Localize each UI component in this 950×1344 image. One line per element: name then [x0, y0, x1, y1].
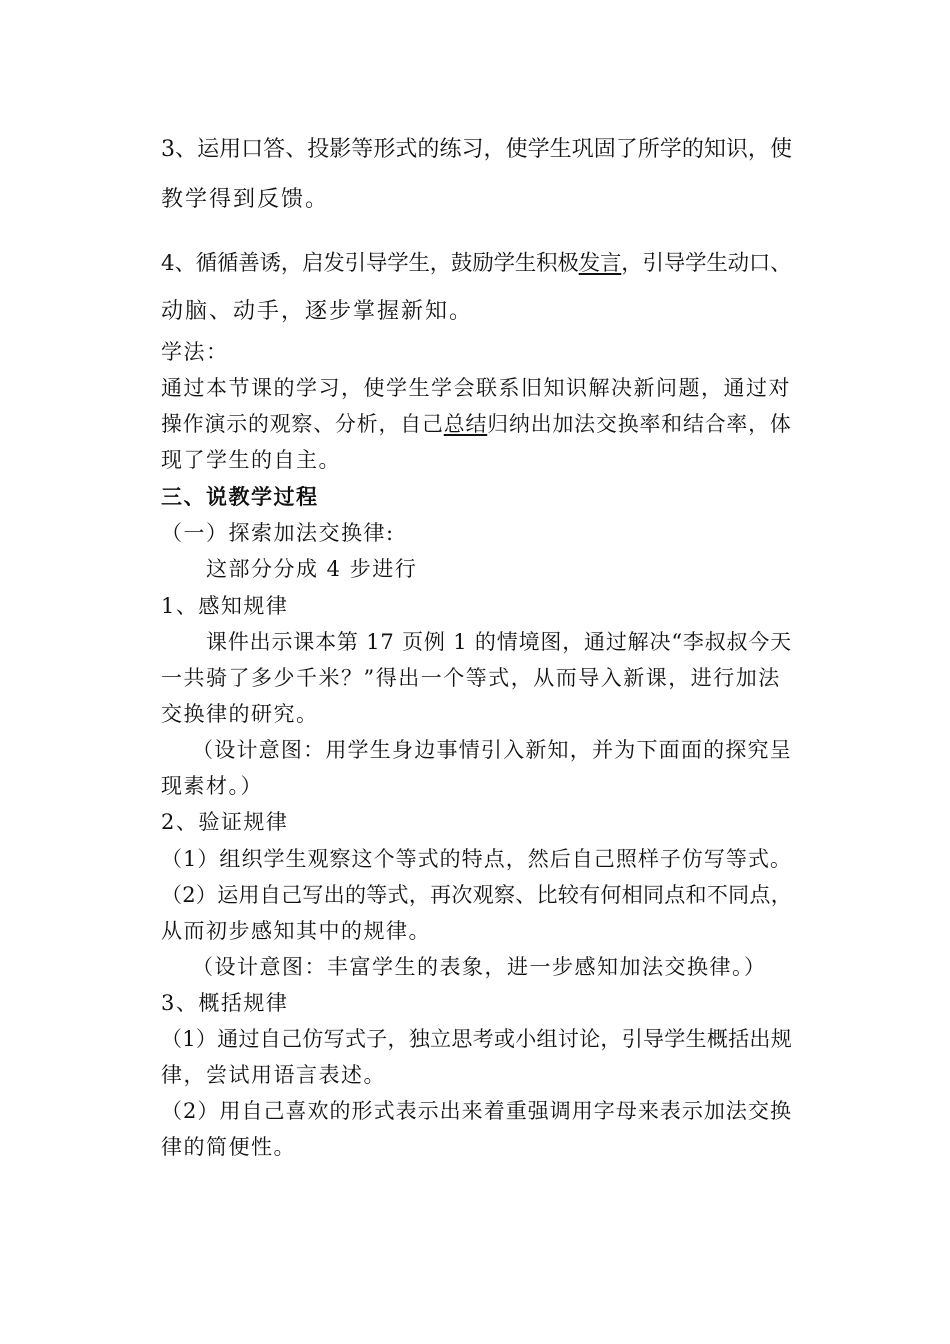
step-2-heading: 2、验证规律	[161, 810, 289, 834]
step-1-line-2: 一共骑了多少千米？”得出一个等式，从而导入新课，进行加法	[161, 666, 781, 690]
study-method-text-end: 归纳出加法交换率和结合率，体	[487, 412, 792, 436]
section-heading-teaching-process: 三、说教学过程	[161, 484, 319, 509]
design-intent-1-line-2: 现素材。）	[161, 774, 263, 798]
paragraph-3-line-1: 3、运用口答、投影等形式的练习，使学生巩固了所学的知识，使	[161, 137, 792, 162]
step-2-item-2-line-1: （2）运用自己写出的等式，再次观察、比较有何相同点和不同点，	[161, 883, 792, 907]
paragraph-4-text-end: ，引导学生动口、	[621, 251, 792, 276]
step-3-item-2-line-2: 律的简便性。	[161, 1135, 296, 1159]
step-1-line-1: 课件出示课本第 17 页例 1 的情境图，通过解决“李叔叔今天	[206, 630, 792, 654]
paragraph-4-text-start: 4、循循善诱，启发引导学生，鼓励学生积极	[161, 251, 579, 276]
step-3-item-1-line-1: （1）通过自己仿写式子，独立思考或小组讨论，引导学生概括出规	[161, 1027, 792, 1051]
study-method-text-start: 操作演示的观察、分析，自己	[161, 412, 444, 436]
study-method-line-2	[161, 410, 792, 438]
paragraph-4-line-2: 动脑、动手，逐步掌握新知。	[161, 299, 474, 324]
step-1-line-3: 交换律的研究。	[161, 702, 319, 726]
design-intent-1-line-1: （设计意图：用学生身边事情引入新知，并为下面面的探究呈	[192, 738, 792, 762]
step-3-item-1-line-2: 律，尝试用语言表述。	[161, 1063, 386, 1087]
study-method-heading: 学法：	[161, 340, 229, 364]
paragraph-4-line-1	[161, 250, 791, 278]
step-3-heading: 3、概括规律	[161, 991, 289, 1015]
underlined-word-summary: 总结	[443, 412, 488, 436]
steps-intro: 这部分分成 4 步进行	[206, 557, 418, 581]
study-method-line-3: 现了学生的自主。	[161, 448, 341, 472]
step-3-item-2-line-1: （2）用自己喜欢的形式表示出来着重强调用字母来表示加法交换	[161, 1099, 792, 1123]
step-2-item-2-line-2: 从而初步感知其中的规律。	[161, 919, 431, 943]
underlined-word-speak: 发言	[578, 251, 622, 276]
paragraph-3-line-2: 教学得到反馈。	[161, 187, 330, 212]
step-2-item-1: （1）组织学生观察这个等式的特点，然后自己照样子仿写等式。	[161, 847, 792, 871]
subsection-heading-commutative-law: （一）探索加法交换律:	[161, 521, 395, 545]
step-1-heading: 1、感知规律	[161, 594, 289, 618]
study-method-line-1: 通过本节课的学习，使学生学会联系旧知识解决新问题，通过对	[161, 376, 791, 400]
design-intent-2: （设计意图：丰富学生的表象，进一步感知加法交换律。）	[192, 955, 767, 979]
